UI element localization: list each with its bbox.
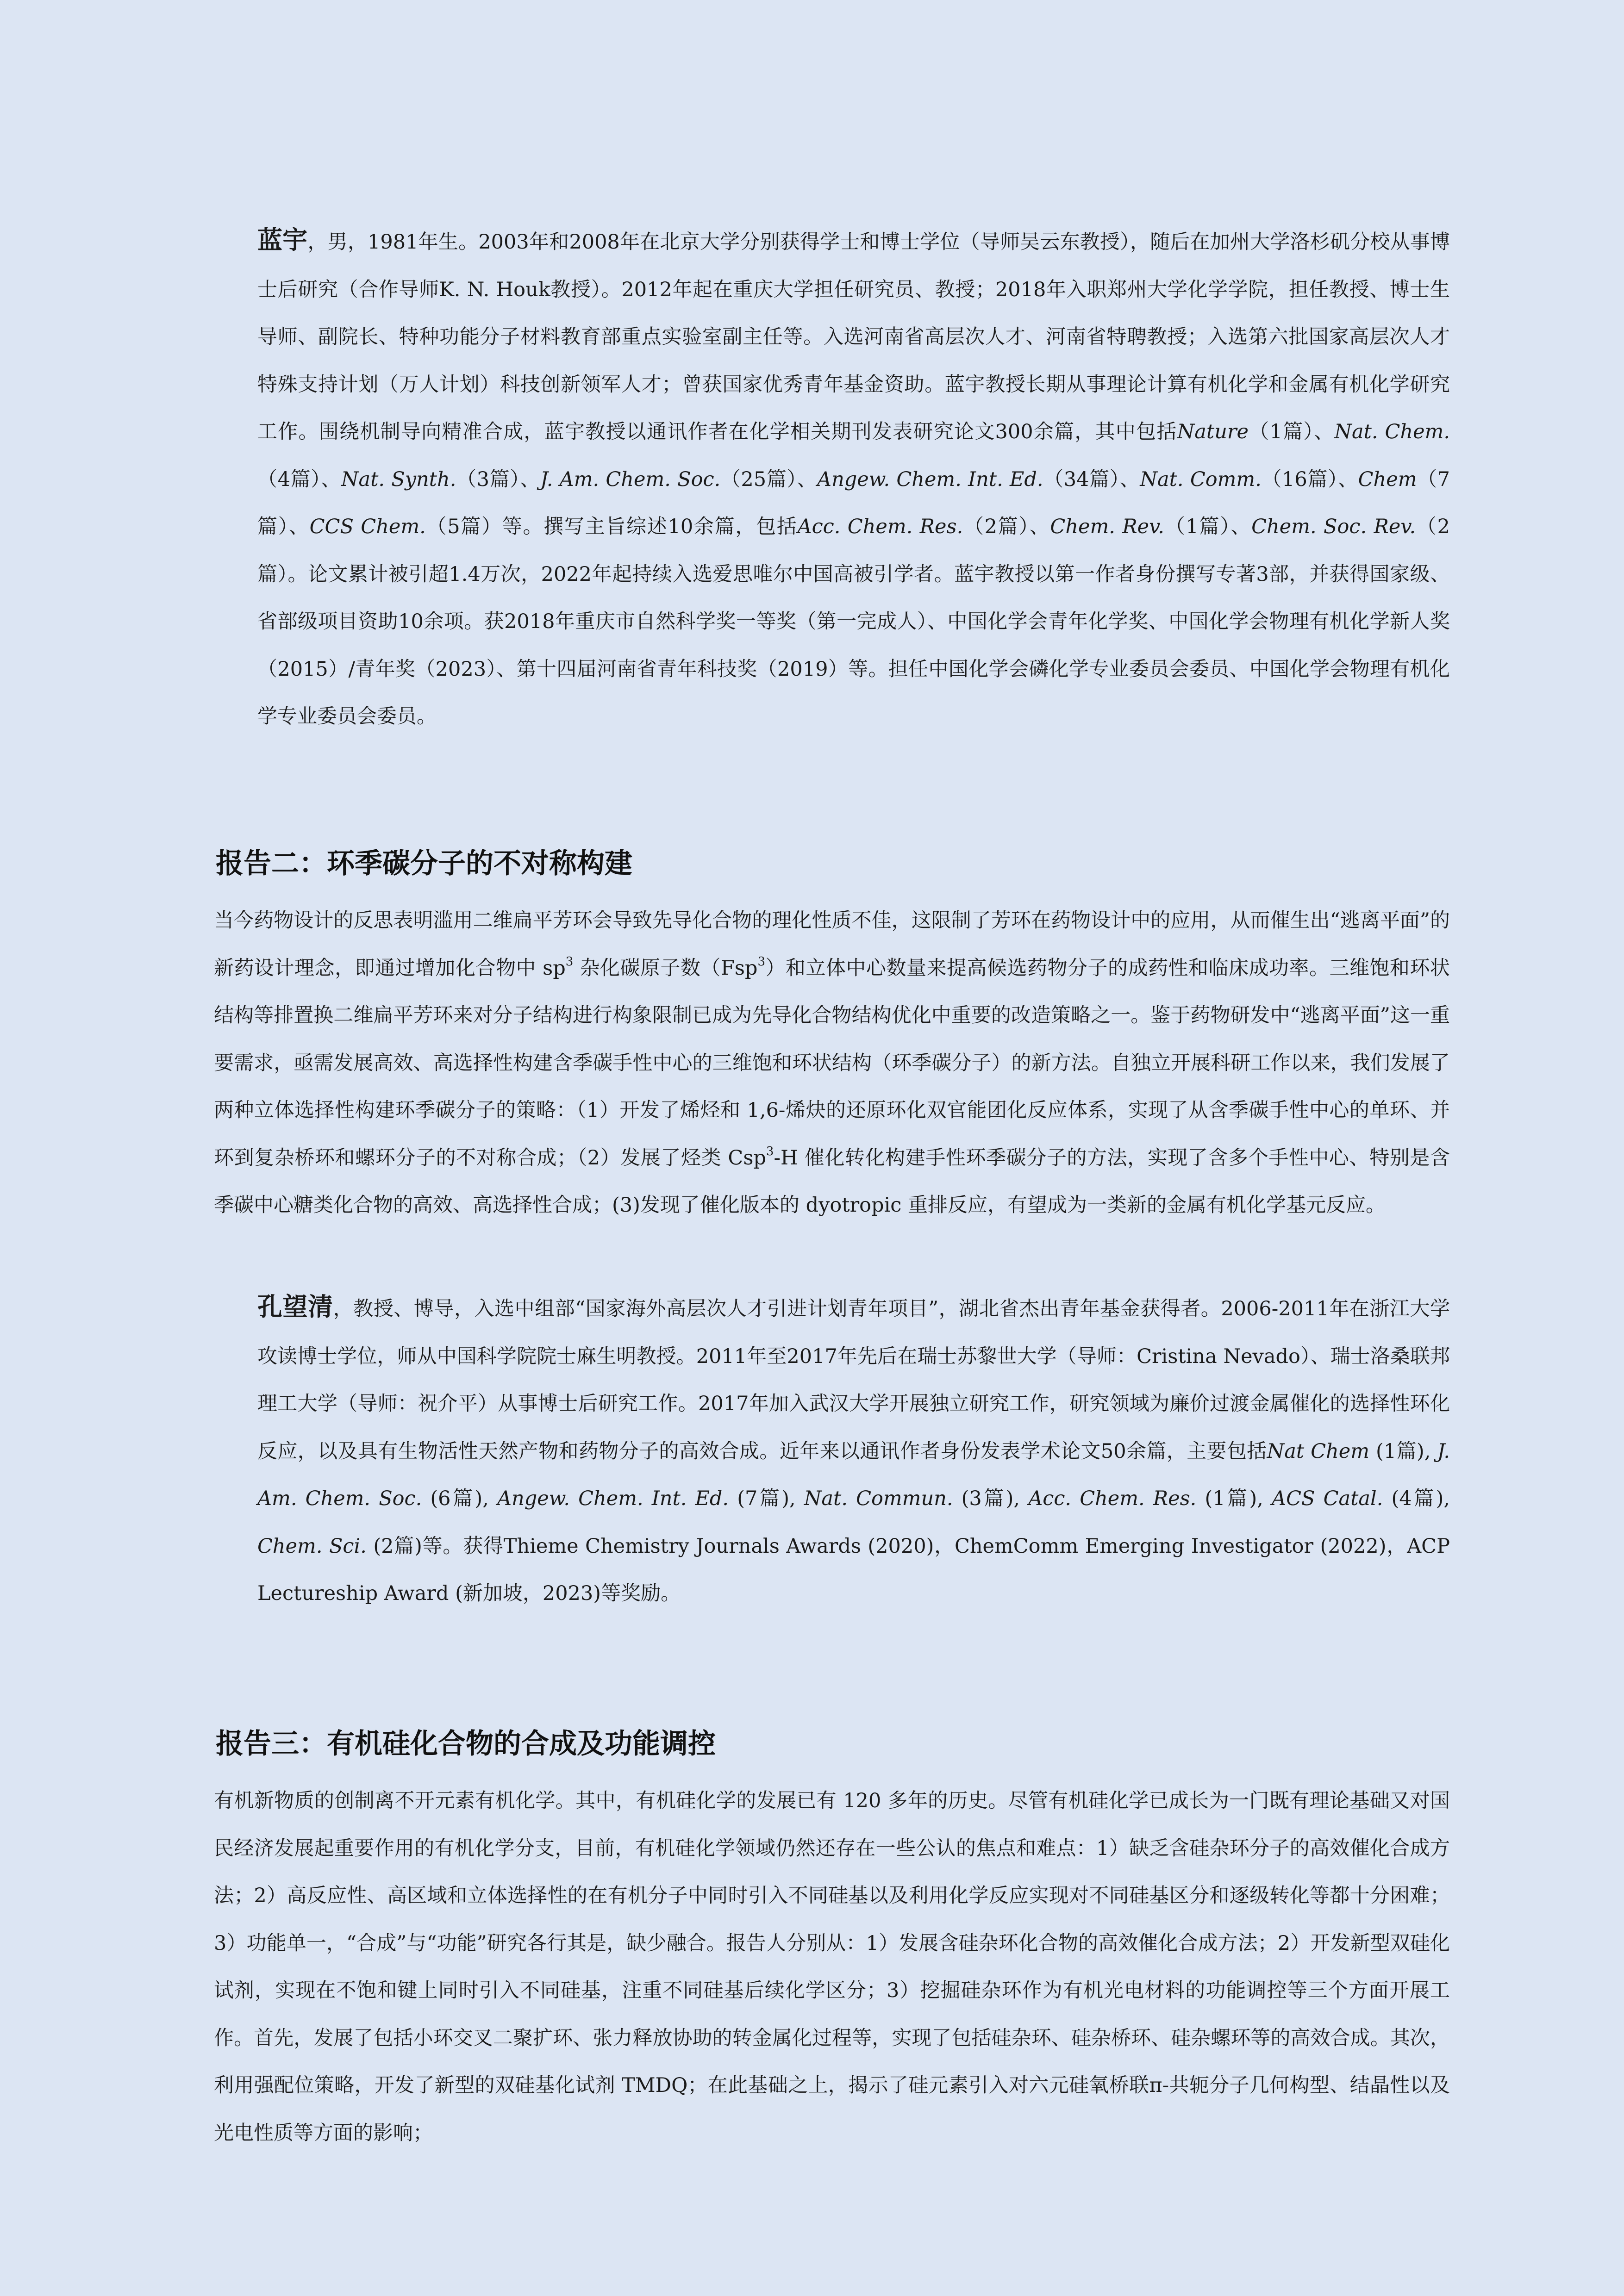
journal-name: Nat. Comm.: [1140, 467, 1262, 491]
journal-count: (6篇),: [422, 1487, 497, 1510]
superscript: 3: [757, 954, 765, 969]
journal-name: Chem. Soc. Rev.: [1251, 515, 1416, 538]
report2-text-part: -H 催化转化构建手性环季碳分子的方法，实现了含多个手性中心、特别是含季碳中心糖类化合物的高效、高选择性合成；(3)发现了催化版本的 dyotropic 重排反应，有望成为一类新的金属有机化学基元反应。: [214, 1146, 1450, 1217]
report2-text-part: 当今药物设计的反思表明滥用二维扁平芳环会导致先导化合物的理化性质不佳，这限制了芳环在药物设计中的应用，从而催生出“逃离平面”的新药设计理念，即通过增加化合物中 sp: [214, 909, 1450, 980]
journal-name: Chem. Rev.: [1050, 515, 1164, 538]
bio-kong-text: ，教授、博导，入选中组部“国家海外高层次人才引进计划青年项目”，湖北省杰出青年基金获得者。2006-2011年在浙江大学攻读博士学位，师从中国科学院院士麻生明教授。2011年至2017年先后在瑞士苏黎世大学（导师：Cristina Nevado）、瑞士洛桑联邦理工大学（导师：祝介平）从事博士后研究工作。2017年加入武汉大学开展独立研究工作，研究领域为廉价过渡金属催化的选择性环化反应，以及具有生物活性天然产物和药物分子的高效合成。近年来以通讯作者身份发表学术论文50余篇，主要包括: [257, 1297, 1450, 1463]
bio-kong-paragraph: [174, 1283, 1450, 1618]
journal-count: （4篇）、: [257, 467, 341, 491]
journal-name: Acc. Chem. Res.: [797, 515, 963, 538]
journal-count: （3篇）、: [456, 467, 540, 491]
report2-title: 报告二：环季碳分子的不对称构建: [216, 847, 632, 880]
bio-lan-yu: [174, 217, 1450, 740]
journal-count: （16篇）、: [1261, 467, 1358, 491]
journal-count: （2篇）、: [963, 515, 1050, 538]
report2-text-part: 杂化碳原子数（Fsp: [573, 956, 758, 980]
journal-name: Acc. Chem. Res.: [1028, 1487, 1197, 1510]
journal-count: （1篇）、: [1248, 420, 1335, 443]
bio-kong-wangqing: [174, 1283, 1450, 1618]
journal-count: (2篇)等。: [366, 1534, 463, 1558]
journal-count: （7篇）、: [257, 467, 1450, 538]
bio-lan-yu-paragraph: [174, 217, 1450, 740]
journal-name: Angew. Chem. Int. Ed.: [817, 467, 1043, 491]
journal-count: （25篇）、: [720, 467, 818, 491]
journal-name: Nat. Chem.: [1334, 420, 1450, 443]
bio-kong-name: 孔望清: [257, 1292, 333, 1321]
report3-abstract: [174, 1777, 1450, 2157]
journal-count: (4篇),: [1383, 1487, 1450, 1510]
journal-name: J. Am. Chem. Soc.: [540, 467, 721, 491]
journal-count: （2篇）。: [257, 515, 1450, 586]
journal-count: （34篇）、: [1043, 467, 1140, 491]
journal-name: CCS Chem.: [309, 515, 426, 538]
journal-count: （5篇）等。撰写主旨综述10余篇，包括: [425, 515, 798, 538]
journal-count: （1篇）、: [1164, 515, 1252, 538]
journal-name: Chem. Sci.: [257, 1534, 367, 1558]
bio-lan-yu-name: 蓝宇: [257, 225, 308, 255]
bio-lan-yu-text: ，男，1981年生。2003年和2008年在北京大学分别获得学士和博士学位（导师吴云东教授），随后在加州大学洛杉矶分校从事博士后研究（合作导师K. N. Houk教授）。2012年起在重庆大学担任研究员、教授；2018年入职郑州大学化学学院，担任教授、博士生导师、副院长、特种功能分子材料教育部重点实验室副主任等。入选河南省高层次人才、河南省特聘教授；入选第六批国家高层次人才特殊支持计划（万人计划）科技创新领军人才；曾获国家优秀青年基金资助。蓝宇教授长期从事理论计算有机化学和金属有机化学研究工作。围绕机制导向精准合成，蓝宇教授以通讯作者在化学相关期刊发表研究论文300余篇，其中包括: [257, 230, 1450, 443]
journal-count: (1篇),: [1196, 1487, 1272, 1510]
journal-name: Nature: [1177, 420, 1249, 443]
bio-lan-yu-tail: 论文累计被引超1.4万次，2022年起持续入选爱思唯尔中国高被引学者。蓝宇教授以第一作者身份撰写专著3部，并获得国家级、省部级项目资助10余项。获2018年重庆市自然科学奖一等奖（第一完成人）、中国化学会青年化学奖、中国化学会物理有机化学新人奖（2015）/青年奖（2023）、第十四届河南省青年科技奖（2019）等。担任中国化学会磷化学专业委员会委员、中国化学会物理有机化学专业委员会委员。: [257, 562, 1450, 728]
journal-name: ACS Catal.: [1272, 1487, 1383, 1510]
journal-name: Angew. Chem. Int. Ed.: [497, 1487, 729, 1510]
superscript: 3: [565, 954, 574, 969]
journal-name: J. Am. Chem. Soc.: [257, 1439, 1450, 1510]
journal-name: Chem: [1358, 467, 1417, 491]
report3-paragraph: 有机新物质的创制离不开元素有机化学。其中，有机硅化学的发展已有 120 多年的历史。尽管有机硅化学已成长为一门既有理论基础又对国民经济发展起重要作用的有机化学分支，目前，有机硅化学领域仍然还存在一些公认的焦点和难点：1）缺乏含硅杂环分子的高效催化合成方法；2）高反应性、高区域和立体选择性的在有机分子中同时引入不同硅基以及利用化学反应实现对不同硅基区分和逐级转化等都十分困难；3）功能单一，“合成”与“功能”研究各行其是，缺少融合。报告人分别从：1）发展含硅杂环化合物的高效催化合成方法；2）开发新型双硅化试剂，实现在不饱和键上同时引入不同硅基，注重不同硅基后续化学区分；3）挖掘硅杂环作为有机光电材料的功能调控等三个方面开展工作。首先，发展了包括小环交叉二聚扩环、张力释放协助的转金属化过程等，实现了包括硅杂环、硅杂桥环、硅杂螺环等的高效合成。其次，利用强配位策略，开发了新型的双硅基化试剂 TMDQ；在此基础之上，揭示了硅元素引入对六元硅氧桥联π-共轭分子几何构型、结晶性以及光电性质等方面的影响；: [214, 1789, 1450, 2145]
journal-name: Nat. Synth.: [341, 467, 456, 491]
journal-count: (7篇),: [729, 1487, 804, 1510]
report3-title: 报告三：有机硅化合物的合成及功能调控: [216, 1728, 716, 1760]
journal-name: Nat Chem: [1267, 1439, 1369, 1463]
report2-abstract: [174, 897, 1450, 1229]
journal-count: (1篇),: [1369, 1439, 1437, 1463]
report2-text-part: ）和立体中心数量来提高候选药物分子的成药性和临床成功率。三维饱和环状结构等排置换二维扁平芳环来对分子结构进行构象限制已成为先导化合物结构优化中重要的改造策略之一。鉴于药物研发中“逃离平面”这一重要需求，亟需发展高效、高选择性构建含季碳手性中心的三维饱和环状结构（环季碳分子）的新方法。自独立开展科研工作以来，我们发展了两种立体选择性构建环季碳分子的策略：（1）开发了烯烃和 1,6-烯炔的还原环化双官能团化反应体系，实现了从含季碳手性中心的单环、并环到复杂桥环和螺环分子的不对称合成；（2）发展了烃类 Csp: [214, 956, 1450, 1170]
journal-name: Nat. Commun.: [804, 1487, 953, 1510]
journal-count: (3篇),: [953, 1487, 1029, 1510]
report2-paragraph: [174, 897, 1450, 1229]
superscript: 3: [766, 1144, 774, 1158]
bio-kong-tail: 获得Thieme Chemistry Journals Awards (2020)，ChemComm Emerging Investigator (2022)，ACP Lectureship Award (新加坡，2023)等奖励。: [257, 1534, 1450, 1605]
